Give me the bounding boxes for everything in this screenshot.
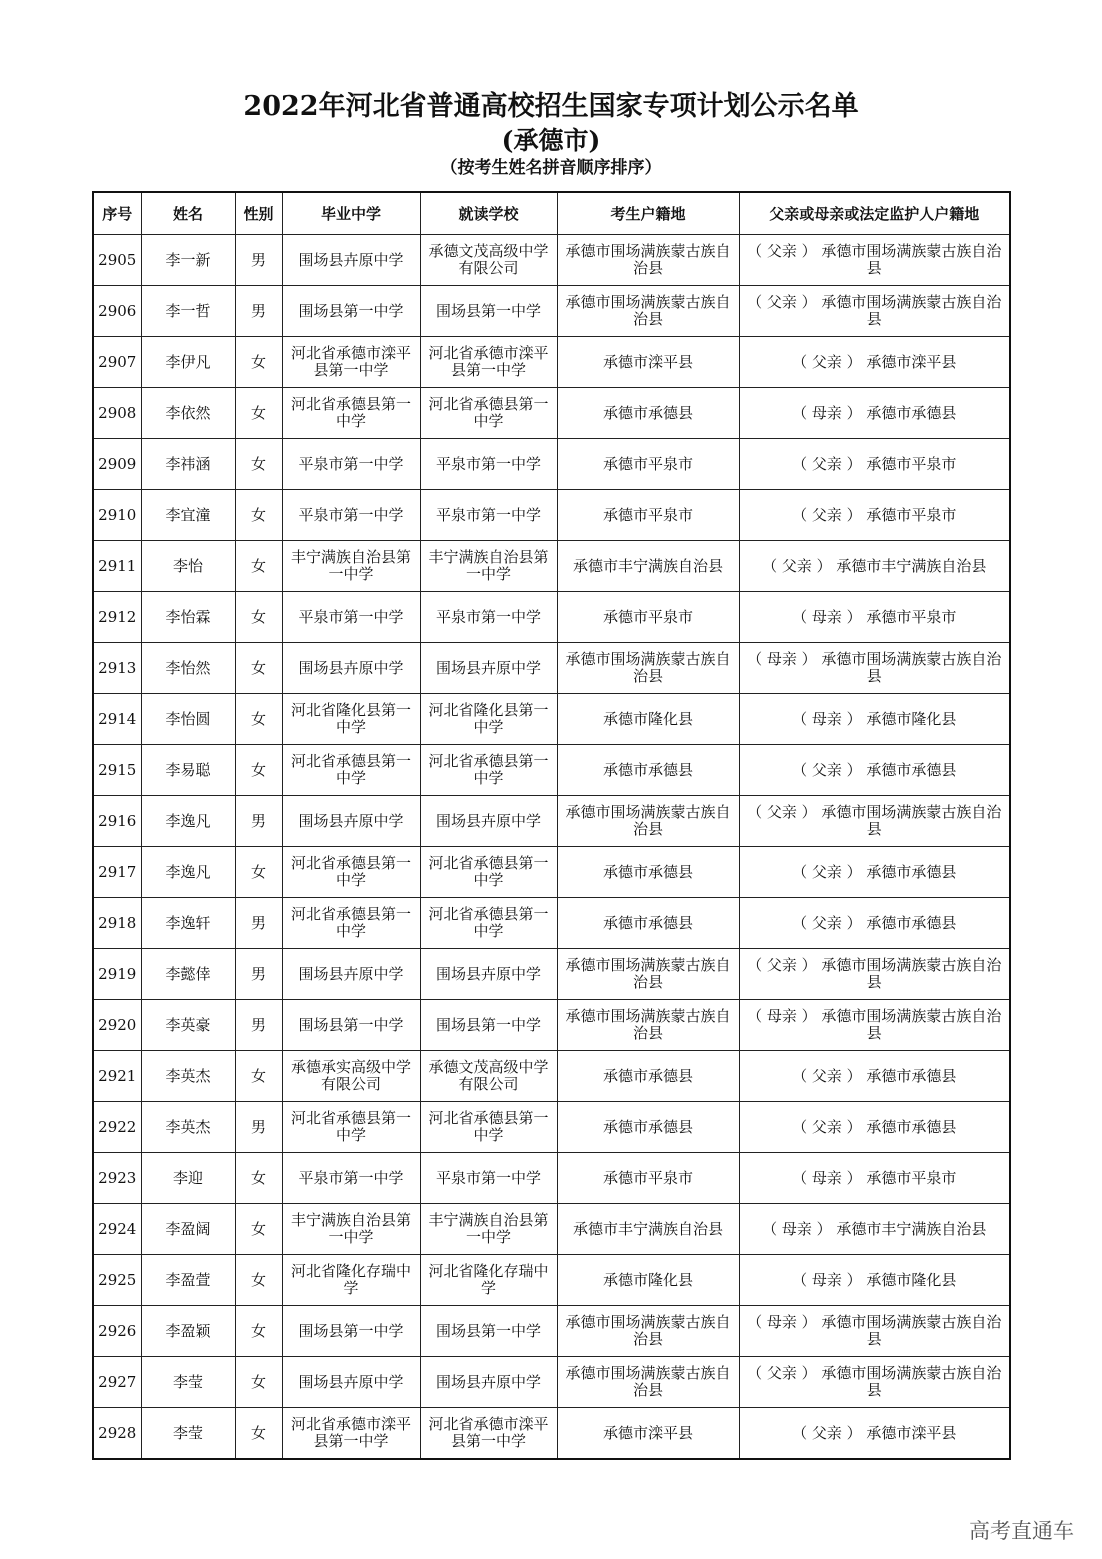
cell-serial-number: 2926 bbox=[93, 1306, 141, 1357]
cell-sex: 女 bbox=[235, 1408, 282, 1460]
cell-graduation-school: 围场县卉原中学 bbox=[282, 1357, 420, 1408]
cell-guardian-hukou: （ 父亲 ） 承德市承德县 bbox=[739, 1051, 1010, 1102]
table-row bbox=[93, 286, 1010, 337]
cell-current-school: 河北省承德县第一中学 bbox=[420, 847, 557, 898]
table-row bbox=[93, 1153, 1010, 1204]
document-subtitle: (承德市) bbox=[501, 126, 601, 155]
table-row bbox=[93, 1204, 1010, 1255]
table-row bbox=[93, 337, 1010, 388]
cell-serial-number: 2913 bbox=[93, 643, 141, 694]
cell-current-school: 围场县卉原中学 bbox=[420, 1357, 557, 1408]
cell-graduation-school: 河北省承德市滦平县第一中学 bbox=[282, 1408, 420, 1460]
cell-sex: 女 bbox=[235, 1153, 282, 1204]
cell-sex: 女 bbox=[235, 1051, 282, 1102]
cell-graduation-school: 围场县第一中学 bbox=[282, 1306, 420, 1357]
cell-guardian-hukou: （ 父亲 ） 承德市平泉市 bbox=[739, 439, 1010, 490]
cell-current-school: 平泉市第一中学 bbox=[420, 1153, 557, 1204]
cell-graduation-school: 河北省承德县第一中学 bbox=[282, 745, 420, 796]
table-row bbox=[93, 490, 1010, 541]
cell-sex: 男 bbox=[235, 286, 282, 337]
cell-serial-number: 2909 bbox=[93, 439, 141, 490]
cell-candidate-hukou: 承德市承德县 bbox=[557, 1051, 739, 1102]
cell-graduation-school: 河北省隆化县第一中学 bbox=[282, 694, 420, 745]
cell-name: 李英杰 bbox=[141, 1102, 235, 1153]
cell-guardian-hukou: （ 母亲 ） 承德市丰宁满族自治县 bbox=[739, 1204, 1010, 1255]
cell-candidate-hukou: 承德市承德县 bbox=[557, 1102, 739, 1153]
cell-current-school: 平泉市第一中学 bbox=[420, 490, 557, 541]
cell-serial-number: 2922 bbox=[93, 1102, 141, 1153]
cell-serial-number: 2927 bbox=[93, 1357, 141, 1408]
cell-serial-number: 2914 bbox=[93, 694, 141, 745]
cell-candidate-hukou: 承德市平泉市 bbox=[557, 592, 739, 643]
header-graduation-school: 毕业中学 bbox=[282, 192, 420, 235]
cell-candidate-hukou: 承德市平泉市 bbox=[557, 1153, 739, 1204]
cell-serial-number: 2907 bbox=[93, 337, 141, 388]
cell-serial-number: 2910 bbox=[93, 490, 141, 541]
cell-sex: 女 bbox=[235, 694, 282, 745]
cell-graduation-school: 平泉市第一中学 bbox=[282, 592, 420, 643]
cell-candidate-hukou: 承德市围场满族蒙古族自治县 bbox=[557, 796, 739, 847]
table-row bbox=[93, 745, 1010, 796]
cell-name: 李英豪 bbox=[141, 1000, 235, 1051]
cell-name: 李盈颖 bbox=[141, 1306, 235, 1357]
cell-serial-number: 2906 bbox=[93, 286, 141, 337]
cell-guardian-hukou: （ 母亲 ） 承德市隆化县 bbox=[739, 694, 1010, 745]
cell-name: 李逸轩 bbox=[141, 898, 235, 949]
table-row bbox=[93, 1000, 1010, 1051]
cell-sex: 女 bbox=[235, 388, 282, 439]
cell-candidate-hukou: 承德市承德县 bbox=[557, 898, 739, 949]
cell-candidate-hukou: 承德市承德县 bbox=[557, 388, 739, 439]
table-row bbox=[93, 1051, 1010, 1102]
table-row bbox=[93, 388, 1010, 439]
cell-serial-number: 2917 bbox=[93, 847, 141, 898]
cell-serial-number: 2923 bbox=[93, 1153, 141, 1204]
cell-guardian-hukou: （ 父亲 ） 承德市滦平县 bbox=[739, 1408, 1010, 1460]
cell-sex: 女 bbox=[235, 439, 282, 490]
cell-graduation-school: 河北省承德县第一中学 bbox=[282, 1102, 420, 1153]
cell-candidate-hukou: 承德市隆化县 bbox=[557, 1255, 739, 1306]
admission-roster-table bbox=[92, 191, 1011, 1460]
table-body bbox=[93, 235, 1010, 1460]
cell-graduation-school: 河北省承德县第一中学 bbox=[282, 847, 420, 898]
table-row bbox=[93, 1306, 1010, 1357]
cell-candidate-hukou: 承德市隆化县 bbox=[557, 694, 739, 745]
cell-current-school: 围场县卉原中学 bbox=[420, 949, 557, 1000]
cell-candidate-hukou: 承德市丰宁满族自治县 bbox=[557, 1204, 739, 1255]
cell-guardian-hukou: （ 父亲 ） 承德市围场满族蒙古族自治县 bbox=[739, 235, 1010, 286]
cell-graduation-school: 丰宁满族自治县第一中学 bbox=[282, 1204, 420, 1255]
cell-current-school: 围场县卉原中学 bbox=[420, 796, 557, 847]
cell-name: 李祎涵 bbox=[141, 439, 235, 490]
table-row bbox=[93, 796, 1010, 847]
cell-guardian-hukou: （ 母亲 ） 承德市围场满族蒙古族自治县 bbox=[739, 1306, 1010, 1357]
cell-graduation-school: 围场县卉原中学 bbox=[282, 235, 420, 286]
cell-guardian-hukou: （ 母亲 ） 承德市平泉市 bbox=[739, 1153, 1010, 1204]
cell-guardian-hukou: （ 父亲 ） 承德市围场满族蒙古族自治县 bbox=[739, 1357, 1010, 1408]
cell-graduation-school: 平泉市第一中学 bbox=[282, 439, 420, 490]
cell-sex: 女 bbox=[235, 592, 282, 643]
cell-current-school: 平泉市第一中学 bbox=[420, 439, 557, 490]
header-current-school: 就读学校 bbox=[420, 192, 557, 235]
cell-sex: 女 bbox=[235, 745, 282, 796]
cell-sex: 女 bbox=[235, 1204, 282, 1255]
header-candidate-hukou: 考生户籍地 bbox=[557, 192, 739, 235]
cell-graduation-school: 河北省隆化存瑞中学 bbox=[282, 1255, 420, 1306]
cell-sex: 男 bbox=[235, 796, 282, 847]
cell-candidate-hukou: 承德市围场满族蒙古族自治县 bbox=[557, 235, 739, 286]
cell-current-school: 河北省隆化存瑞中学 bbox=[420, 1255, 557, 1306]
cell-candidate-hukou: 承德市围场满族蒙古族自治县 bbox=[557, 643, 739, 694]
cell-current-school: 平泉市第一中学 bbox=[420, 592, 557, 643]
cell-guardian-hukou: （ 父亲 ） 承德市围场满族蒙古族自治县 bbox=[739, 949, 1010, 1000]
cell-guardian-hukou: （ 父亲 ） 承德市围场满族蒙古族自治县 bbox=[739, 796, 1010, 847]
table-row bbox=[93, 439, 1010, 490]
cell-guardian-hukou: （ 父亲 ） 承德市平泉市 bbox=[739, 490, 1010, 541]
source-watermark: 高考直通车 bbox=[969, 1519, 1074, 1543]
cell-current-school: 河北省承德县第一中学 bbox=[420, 898, 557, 949]
cell-candidate-hukou: 承德市滦平县 bbox=[557, 1408, 739, 1460]
table-row bbox=[93, 235, 1010, 286]
cell-name: 李宜潼 bbox=[141, 490, 235, 541]
cell-guardian-hukou: （ 母亲 ） 承德市隆化县 bbox=[739, 1255, 1010, 1306]
cell-current-school: 河北省承德市滦平县第一中学 bbox=[420, 1408, 557, 1460]
cell-serial-number: 2905 bbox=[93, 235, 141, 286]
cell-current-school: 河北省隆化县第一中学 bbox=[420, 694, 557, 745]
sort-order-note: （按考生姓名拼音顺序排序） bbox=[440, 158, 662, 178]
cell-name: 李莹 bbox=[141, 1357, 235, 1408]
cell-name: 李怡圆 bbox=[141, 694, 235, 745]
table-row bbox=[93, 592, 1010, 643]
cell-current-school: 承德文茂高级中学有限公司 bbox=[420, 1051, 557, 1102]
cell-name: 李逸凡 bbox=[141, 796, 235, 847]
cell-sex: 男 bbox=[235, 1000, 282, 1051]
table-row bbox=[93, 694, 1010, 745]
header-sex: 性别 bbox=[235, 192, 282, 235]
cell-candidate-hukou: 承德市围场满族蒙古族自治县 bbox=[557, 1306, 739, 1357]
cell-serial-number: 2919 bbox=[93, 949, 141, 1000]
cell-current-school: 丰宁满族自治县第一中学 bbox=[420, 1204, 557, 1255]
table-row bbox=[93, 643, 1010, 694]
cell-guardian-hukou: （ 父亲 ） 承德市承德县 bbox=[739, 898, 1010, 949]
cell-sex: 女 bbox=[235, 847, 282, 898]
cell-candidate-hukou: 承德市平泉市 bbox=[557, 439, 739, 490]
cell-candidate-hukou: 承德市围场满族蒙古族自治县 bbox=[557, 286, 739, 337]
cell-candidate-hukou: 承德市围场满族蒙古族自治县 bbox=[557, 1357, 739, 1408]
cell-serial-number: 2924 bbox=[93, 1204, 141, 1255]
table-row bbox=[93, 541, 1010, 592]
cell-sex: 男 bbox=[235, 949, 282, 1000]
cell-candidate-hukou: 承德市滦平县 bbox=[557, 337, 739, 388]
cell-name: 李莹 bbox=[141, 1408, 235, 1460]
cell-current-school: 承德文茂高级中学有限公司 bbox=[420, 235, 557, 286]
cell-serial-number: 2925 bbox=[93, 1255, 141, 1306]
cell-current-school: 河北省承德市滦平县第一中学 bbox=[420, 337, 557, 388]
cell-candidate-hukou: 承德市围场满族蒙古族自治县 bbox=[557, 1000, 739, 1051]
cell-name: 李盈阔 bbox=[141, 1204, 235, 1255]
cell-graduation-school: 丰宁满族自治县第一中学 bbox=[282, 541, 420, 592]
cell-name: 李怡霖 bbox=[141, 592, 235, 643]
cell-current-school: 河北省承德县第一中学 bbox=[420, 388, 557, 439]
cell-graduation-school: 河北省承德市滦平县第一中学 bbox=[282, 337, 420, 388]
cell-guardian-hukou: （ 父亲 ） 承德市滦平县 bbox=[739, 337, 1010, 388]
cell-name: 李一哲 bbox=[141, 286, 235, 337]
cell-serial-number: 2915 bbox=[93, 745, 141, 796]
cell-guardian-hukou: （ 父亲 ） 承德市围场满族蒙古族自治县 bbox=[739, 286, 1010, 337]
cell-name: 李逸凡 bbox=[141, 847, 235, 898]
cell-guardian-hukou: （ 母亲 ） 承德市平泉市 bbox=[739, 592, 1010, 643]
table-row bbox=[93, 1357, 1010, 1408]
cell-name: 李盈萱 bbox=[141, 1255, 235, 1306]
cell-current-school: 丰宁满族自治县第一中学 bbox=[420, 541, 557, 592]
cell-name: 李迎 bbox=[141, 1153, 235, 1204]
table-row bbox=[93, 1102, 1010, 1153]
cell-serial-number: 2920 bbox=[93, 1000, 141, 1051]
cell-graduation-school: 围场县第一中学 bbox=[282, 1000, 420, 1051]
cell-sex: 女 bbox=[235, 1357, 282, 1408]
cell-candidate-hukou: 承德市承德县 bbox=[557, 745, 739, 796]
table-row bbox=[93, 949, 1010, 1000]
cell-sex: 女 bbox=[235, 490, 282, 541]
cell-current-school: 河北省承德县第一中学 bbox=[420, 1102, 557, 1153]
cell-graduation-school: 平泉市第一中学 bbox=[282, 490, 420, 541]
cell-candidate-hukou: 承德市丰宁满族自治县 bbox=[557, 541, 739, 592]
cell-guardian-hukou: （ 父亲 ） 承德市承德县 bbox=[739, 745, 1010, 796]
header-guardian-hukou: 父亲或母亲或法定监护人户籍地 bbox=[739, 192, 1010, 235]
header-name: 姓名 bbox=[141, 192, 235, 235]
cell-guardian-hukou: （ 父亲 ） 承德市承德县 bbox=[739, 847, 1010, 898]
cell-serial-number: 2921 bbox=[93, 1051, 141, 1102]
document-title: 2022年河北省普通高校招生国家专项计划公示名单 bbox=[243, 91, 859, 122]
cell-graduation-school: 围场县卉原中学 bbox=[282, 949, 420, 1000]
cell-current-school: 围场县第一中学 bbox=[420, 1306, 557, 1357]
cell-serial-number: 2911 bbox=[93, 541, 141, 592]
cell-graduation-school: 围场县卉原中学 bbox=[282, 643, 420, 694]
cell-name: 李怡 bbox=[141, 541, 235, 592]
cell-guardian-hukou: （ 母亲 ） 承德市承德县 bbox=[739, 388, 1010, 439]
cell-serial-number: 2912 bbox=[93, 592, 141, 643]
cell-graduation-school: 围场县第一中学 bbox=[282, 286, 420, 337]
cell-sex: 女 bbox=[235, 337, 282, 388]
cell-name: 李怡然 bbox=[141, 643, 235, 694]
cell-graduation-school: 平泉市第一中学 bbox=[282, 1153, 420, 1204]
cell-candidate-hukou: 承德市平泉市 bbox=[557, 490, 739, 541]
cell-current-school: 围场县第一中学 bbox=[420, 286, 557, 337]
cell-sex: 女 bbox=[235, 541, 282, 592]
cell-name: 李英杰 bbox=[141, 1051, 235, 1102]
cell-guardian-hukou: （ 父亲 ） 承德市丰宁满族自治县 bbox=[739, 541, 1010, 592]
cell-candidate-hukou: 承德市围场满族蒙古族自治县 bbox=[557, 949, 739, 1000]
cell-candidate-hukou: 承德市承德县 bbox=[557, 847, 739, 898]
cell-current-school: 围场县第一中学 bbox=[420, 1000, 557, 1051]
table-header-row bbox=[93, 192, 1010, 235]
cell-guardian-hukou: （ 母亲 ） 承德市围场满族蒙古族自治县 bbox=[739, 1000, 1010, 1051]
table-row bbox=[93, 898, 1010, 949]
cell-sex: 男 bbox=[235, 1102, 282, 1153]
cell-serial-number: 2908 bbox=[93, 388, 141, 439]
cell-graduation-school: 河北省承德县第一中学 bbox=[282, 898, 420, 949]
cell-graduation-school: 承德承实高级中学有限公司 bbox=[282, 1051, 420, 1102]
cell-serial-number: 2928 bbox=[93, 1408, 141, 1460]
cell-serial-number: 2918 bbox=[93, 898, 141, 949]
cell-graduation-school: 河北省承德县第一中学 bbox=[282, 388, 420, 439]
cell-current-school: 围场县卉原中学 bbox=[420, 643, 557, 694]
cell-name: 李易聪 bbox=[141, 745, 235, 796]
table-row bbox=[93, 1255, 1010, 1306]
cell-sex: 女 bbox=[235, 1255, 282, 1306]
cell-name: 李伊凡 bbox=[141, 337, 235, 388]
cell-graduation-school: 围场县卉原中学 bbox=[282, 796, 420, 847]
cell-guardian-hukou: （ 父亲 ） 承德市承德县 bbox=[739, 1102, 1010, 1153]
header-serial-number: 序号 bbox=[93, 192, 141, 235]
cell-guardian-hukou: （ 母亲 ） 承德市围场满族蒙古族自治县 bbox=[739, 643, 1010, 694]
cell-serial-number: 2916 bbox=[93, 796, 141, 847]
cell-sex: 男 bbox=[235, 235, 282, 286]
cell-name: 李一新 bbox=[141, 235, 235, 286]
table-row bbox=[93, 847, 1010, 898]
cell-sex: 女 bbox=[235, 643, 282, 694]
cell-current-school: 河北省承德县第一中学 bbox=[420, 745, 557, 796]
cell-name: 李依然 bbox=[141, 388, 235, 439]
cell-sex: 女 bbox=[235, 1306, 282, 1357]
cell-sex: 男 bbox=[235, 898, 282, 949]
table-row bbox=[93, 1408, 1010, 1460]
cell-name: 李懿倖 bbox=[141, 949, 235, 1000]
